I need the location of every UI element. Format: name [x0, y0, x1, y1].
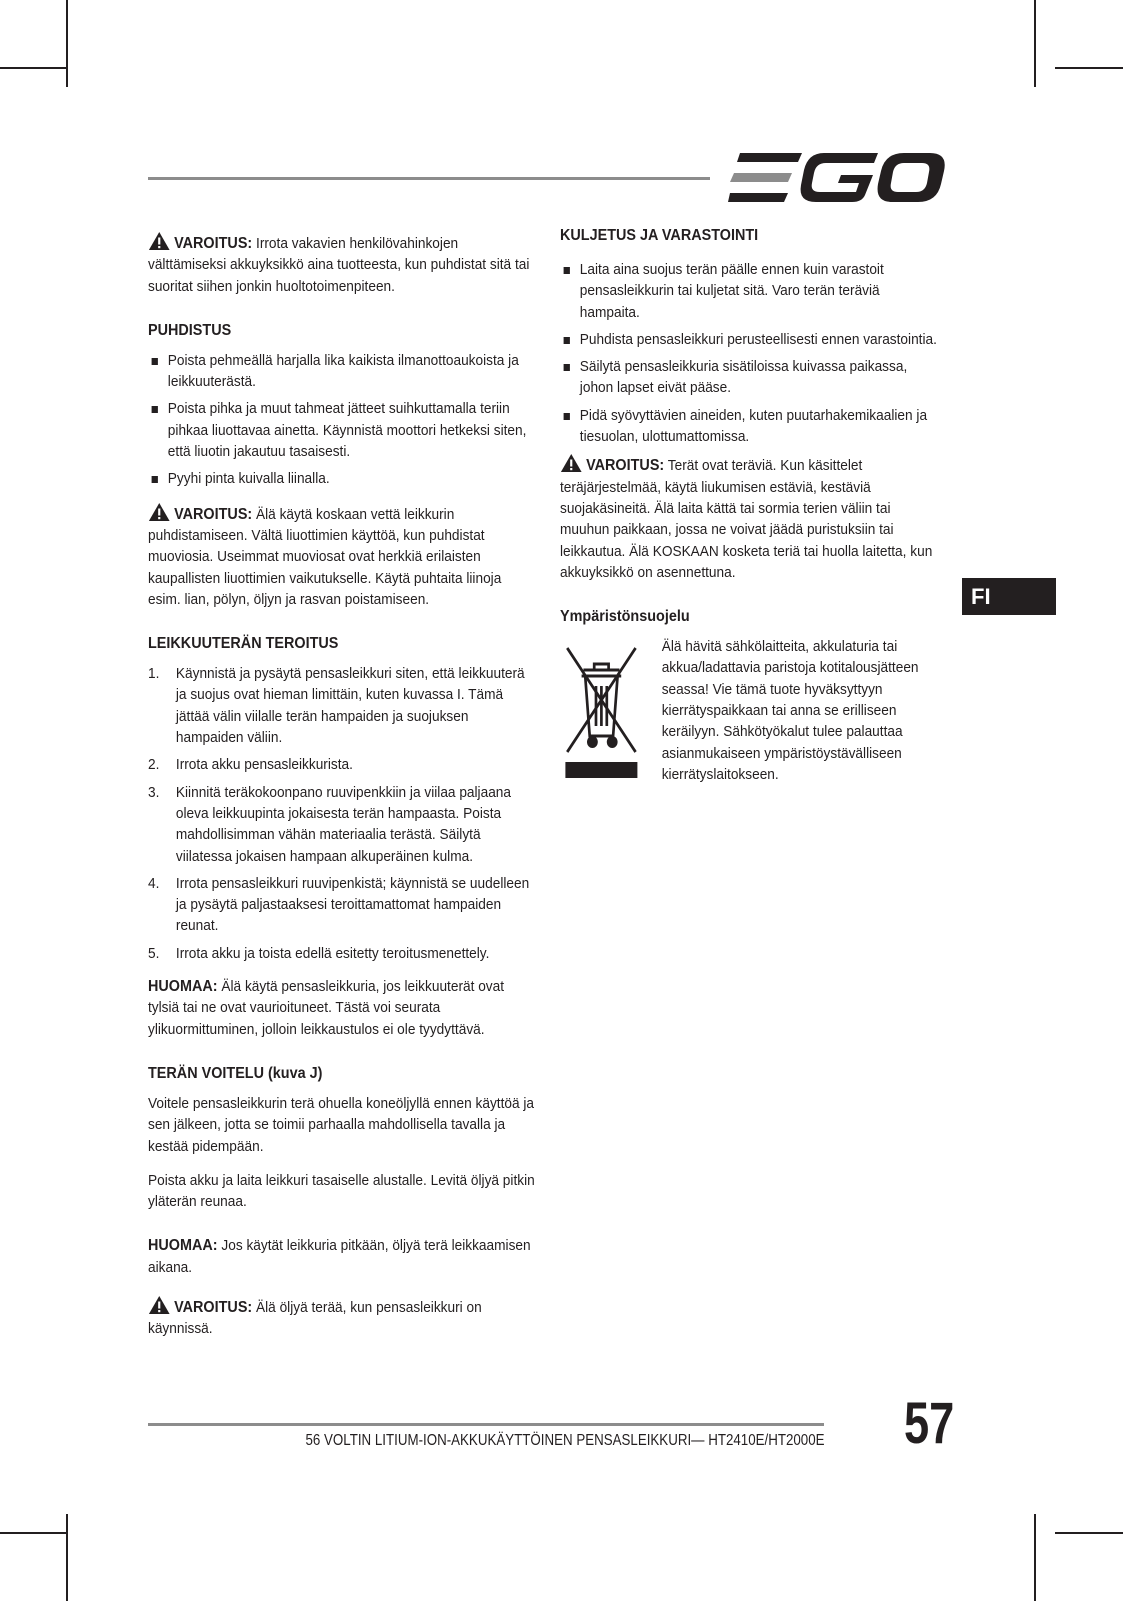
crop-mark — [0, 67, 68, 69]
warning-triangle-icon — [148, 231, 171, 251]
list-item: Pyyhi pinta kuivalla liinalla. — [148, 468, 535, 489]
bullet-square-icon — [564, 364, 570, 371]
crop-mark — [1034, 1514, 1036, 1601]
bullet-square-icon — [152, 476, 158, 483]
bullet-square-icon — [564, 413, 570, 420]
warning-disconnect-battery: VAROITUS: Irrota vakavien henkilövahinkojen välttämiseksi akkuyksikkö aina tuotteesta, kun puhdistat sitä tai suoritat siihen jonkin huoltotoimenpiteen. — [148, 231, 535, 297]
language-tab: FI — [962, 578, 1056, 615]
environment-block — [560, 636, 942, 786]
bullet-square-icon — [564, 267, 570, 274]
right-column — [560, 225, 942, 786]
sharpening-steps — [148, 663, 535, 964]
list-item: 4. Irrota pensasleikkuri ruuvipenkistä; käynnistä se uudelleen ja pysäytä paljastaaksesi teroittamattomat hampaiden reunat. — [148, 874, 530, 935]
lubrication-paragraph: Voitele pensasleikkurin terä ohuella koneöljyllä ennen käyttöä ja sen jälkeen, jotta se toimii parhaalla mahdollisella tavalla ja kestää pidempään. — [148, 1094, 535, 1155]
list-item: 2. Irrota akku pensasleikkurista. — [148, 756, 353, 774]
list-item: 3. Kiinnitä teräkokoonpano ruuvipenkkiin ja viilaa paljaana oleva leikkuupinta jokaisesta terän hampaasta. Poista mahdollisimman vähän materiaalia terästä. Säilytä viilatessa jokaisen hampaan alkuperäinen kulma. — [148, 783, 512, 865]
section-heading-cleaning: PUHDISTUS — [148, 321, 232, 339]
transport-list — [560, 259, 942, 447]
section-heading-lubrication: TERÄN VOITELU (kuva J) — [148, 1064, 323, 1082]
cleaning-list — [148, 350, 535, 490]
ego-logo — [728, 153, 945, 202]
page-number: 57 — [904, 1391, 955, 1456]
warning-no-water: VAROITUS: Älä käytä koskaan vettä leikkurin puhdistamiseen. Vältä liuottimien käyttöä, kun puhdistat muoviosia. Useimmat muoviosat ovat herkkiä erilaisten kaupallisten liuottimien vaikutukselle. Käytä puhtaita liinoja esim. lian, pölyn, öljyn ja rasvan poistamiseen. — [148, 502, 535, 610]
list-item: Pidä syövyttävien aineiden, kuten puutarhakemikaalien ja tiesuolan, ulottumattomissa. — [560, 405, 942, 448]
section-heading-sharpening: LEIKKUUTERÄN TEROITUS — [148, 635, 339, 653]
warning-triangle-icon — [148, 502, 171, 522]
note-oil-during-use: HUOMAA: Jos käytät leikkuria pitkään, öljyä terä leikkaamisen aikana. — [148, 1237, 531, 1276]
warning-no-oil-running: VAROITUS: Älä öljyä terää, kun pensasleikkuri on käynnissä. — [148, 1295, 535, 1340]
crossed-out-wheelie-bin-icon — [560, 640, 643, 778]
crop-mark — [1034, 0, 1036, 87]
header-rule — [148, 177, 710, 180]
crop-mark — [66, 0, 68, 87]
list-item: 5. Irrota akku ja toista edellä esitetty teroitusmenettely. — [148, 944, 490, 962]
note-dull-blades: HUOMAA: Älä käytä pensasleikkuria, jos leikkuuterät ovat tylsiä tai ne ovat vaurioituneet. Tästä voi seurata ylikuormittuminen, jolloin leikkaustulos ei ole tyydyttävä. — [148, 978, 505, 1038]
list-item: Puhdista pensasleikkuri perusteellisesti ennen varastointia. — [560, 329, 942, 350]
bullet-square-icon — [152, 406, 158, 413]
section-heading-transport: KULJETUS JA VARASTOINTI — [560, 227, 759, 244]
footer-product-title: 56 VOLTIN LITIUM-ION-AKKUKÄYTTÖINEN PENSASLEIKKURI— HT2410E/HT2000E — [305, 1432, 825, 1449]
list-item: Poista pehmeällä harjalla lika kaikista ilmanottoaukoista ja leikkuuterästä. — [148, 350, 535, 393]
section-heading-environment: Ympäristönsuojelu — [560, 608, 690, 626]
crop-mark — [0, 1532, 68, 1534]
bullet-square-icon — [564, 337, 570, 344]
crop-mark — [1055, 67, 1123, 69]
list-item: Säilytä pensasleikkuria sisätiloissa kuivassa paikassa, johon lapset eivät pääse. — [560, 356, 942, 399]
bullet-square-icon — [152, 358, 158, 365]
warning-triangle-icon — [148, 1295, 171, 1315]
crop-mark — [66, 1514, 68, 1601]
list-item: Laita aina suojus terän päälle ennen kuin varastoit pensasleikkurin tai kuljetat sitä. Varo terän teräviä hampaita. — [560, 259, 942, 323]
warning-sharp-blades: VAROITUS: Terät ovat teräviä. Kun käsittelet teräjärjestelmää, käytä liukumisen estäviä, kestäviä suojakäsineitä. Älä laita kättä tai sormia terien väliin tai muuhun paikkaan, jossa ne voivat jäädä puristuksiin tai leikkautua. Älä KOSKAAN kosketa teriä tai huolla laitetta, kun akkuyksikkö on asennettuna. — [560, 453, 942, 583]
footer-rule — [148, 1423, 824, 1426]
list-item: Poista pihka ja muut tahmeat jätteet suihkuttamalla teriin pihkaa liuottavaa ainetta. Käynnistä moottori hetkeksi siten, että liuotin jakautuu tasaisesti. — [148, 398, 535, 462]
warning-triangle-icon — [560, 453, 583, 473]
list-item: 1. Käynnistä ja pysäytä pensasleikkuri siten, että leikkuuterä ja suojus ovat hieman limittäin, kuten kuvassa I. Tämä jättää välin viilalle terän hampaiden ja suojuksen hampaiden väliin. — [148, 665, 525, 747]
lubrication-paragraph: Poista akku ja laita leikkuri tasaiselle alustalle. Levitä öljyä pitkin yläterän reunaa. — [148, 1171, 535, 1211]
environment-text: Älä hävitä sähkölaitteita, akkulaturia tai akkua/ladattavia paristoja kotitalousjätteen seassa! Vie tämä tuote hyväksyttyyn kierrätyspaikkaan tai anna se erilliseen keräilyyn. Sähkötyökalut tulee palauttaa asianmukaiseen ympäristöystävälliseen kierrätyslaitokseen. — [661, 638, 919, 783]
left-column — [148, 231, 535, 1353]
crop-mark — [1055, 1532, 1123, 1534]
